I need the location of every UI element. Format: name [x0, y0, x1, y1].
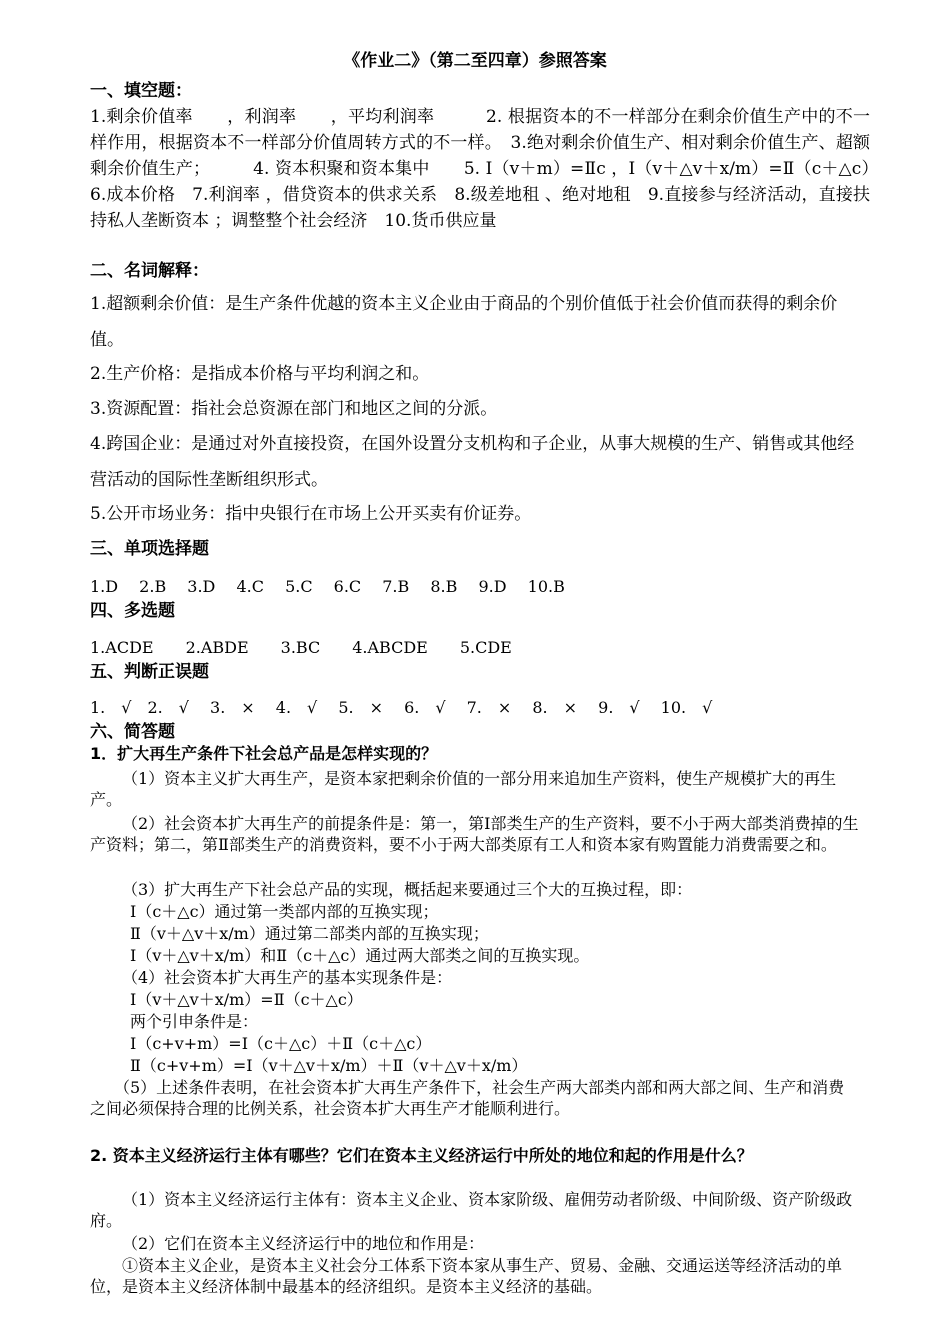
true-false-answers: 1. √ 2. √ 3. × 4. √ 5. × 6. √ 7. × 8. × 9. √ 10. √ [90, 698, 713, 717]
term-1: 1.超额剩余价值：是生产条件优越的资本主义企业由于商品的个别价值低于社会价值而获得的剩余价值。 [90, 294, 838, 350]
term-5: 5.公开市场业务：指中央银行在市场上公开买卖有价证券。 [90, 504, 532, 524]
heading-fill-blank: 一、填空题： [90, 81, 192, 101]
question-2: 2. 资本主义经济运行主体有哪些？它们在资本主义经济运行中所处的地位和起的作用是什么？ [90, 1146, 753, 1165]
multi-choice-answers: 1.ACDE 2.ABDE 3.BC 4.ABCDE 5.CDE [90, 638, 512, 657]
document-title: 《作业二》（第二至四章）参照答案 [343, 51, 607, 71]
q1-formula-6: Ⅰ（c+v+m）=Ⅰ（c＋△c）＋Ⅱ（c＋△c） [130, 1034, 432, 1053]
question-1: 1．扩大再生产条件下社会总产品是怎样实现的？ [90, 744, 438, 763]
q1-formula-7: Ⅱ（c+v+m）=Ⅰ（v＋△v＋x/m）＋Ⅱ（v＋△v＋x/m） [130, 1056, 528, 1075]
q1-paragraph-3: （3）扩大再生产下社会总产品的实现，概括起来要通过三个大的互换过程，即： [122, 880, 693, 899]
term-4: 4.跨国企业：是通过对外直接投资，在国外设置分支机构和子企业，从事大规模的生产、销售或其他经营活动的国际性垄断组织形式。 [90, 434, 855, 490]
q1-paragraph-4: （4）社会资本扩大再生产的基本实现条件是： [122, 968, 453, 987]
q1-formula-4: Ⅰ（v＋△v＋x/m）=Ⅱ（c＋△c） [130, 990, 363, 1009]
single-choice-answers: 1.D 2.B 3.D 4.C 5.C 6.C 7.B 8.B 9.D 10.B [90, 577, 565, 596]
q1-paragraph-5: （5）上述条件表明，在社会资本扩大再生产条件下，社会生产两大部类内部和两大部之间、生产和消费之间必须保持合理的比例关系，社会资本扩大再生产才能顺利进行。 [90, 1078, 845, 1118]
heading-true-false: 五、判断正误题 [90, 662, 209, 682]
heading-terms: 二、名词解释： [90, 261, 209, 281]
q2-paragraph-3: ①资本主义企业，是资本主义社会分工体系下资本家从事生产、贸易、金融、交通运送等经济活动的单位，是资本主义经济体制中最基本的经济组织。是资本主义经济的基础。 [90, 1256, 843, 1296]
term-2: 2.生产价格：是指成本价格与平均利润之和。 [90, 364, 430, 384]
q1-formula-2: Ⅱ（v＋△v＋x/m）通过第二部类内部的互换实现； [130, 924, 489, 943]
q1-formula-3: Ⅰ（v＋△v＋x/m）和Ⅱ（c＋△c）通过两大部类之间的互换实现。 [130, 946, 590, 965]
q1-formula-5: 两个引申条件是： [130, 1012, 259, 1031]
heading-short-answer: 六、简答题 [90, 722, 175, 742]
term-3: 3.资源配置：指社会总资源在部门和地区之间的分派。 [90, 399, 498, 419]
heading-single-choice: 三、单项选择题 [90, 539, 209, 559]
q1-formula-1: Ⅰ（c＋△c）通过第一类部内部的互换实现； [130, 902, 439, 921]
q2-paragraph-1: （1）资本主义经济运行主体有：资本主义企业、资本家阶级、雇佣劳动者阶级、中间阶级、资产阶级政府。 [90, 1190, 853, 1230]
q2-paragraph-2: （2）它们在资本主义经济运行中的地位和作用是： [122, 1234, 485, 1253]
q1-paragraph-1: （1）资本主义扩大再生产，是资本家把剩余价值的一部分用来追加生产资料，使生产规模扩大的再生产。 [90, 769, 837, 809]
q1-paragraph-2: （2）社会资本扩大再生产的前提条件是：第一，第Ⅰ部类生产的生产资料，要不小于两大部类消费掉的生产资料；第二，第Ⅱ部类生产的消费资料，要不小于两大部类原有工人和资本家有购置能力消费需要之和。 [90, 814, 859, 854]
fill-blank-answers: 1.剩余价值率 ，利润率 ，平均利润率 2. 根据资本的不一样部分在剩余价值生产中的不一样作用，根据资本不一样部分价值周转方式的不一样。 3.绝对剩余价值生产、相对剩余价值生产、超额剩余价值生产； 4. 资本积聚和资本集中 5. Ⅰ（v＋m）=Ⅱc ，Ⅰ（v＋△v＋x/m）=Ⅱ（c＋△c） 6.成本价格 7.利润率 ，借贷资本的供求关系 8.级差地租 、绝对地租 9.直接参与经济活动，直接扶持私人垄断资本 ；调整整个社会经济 10.货币供应量 [90, 107, 887, 231]
heading-multi-choice: 四、多选题 [90, 601, 175, 621]
